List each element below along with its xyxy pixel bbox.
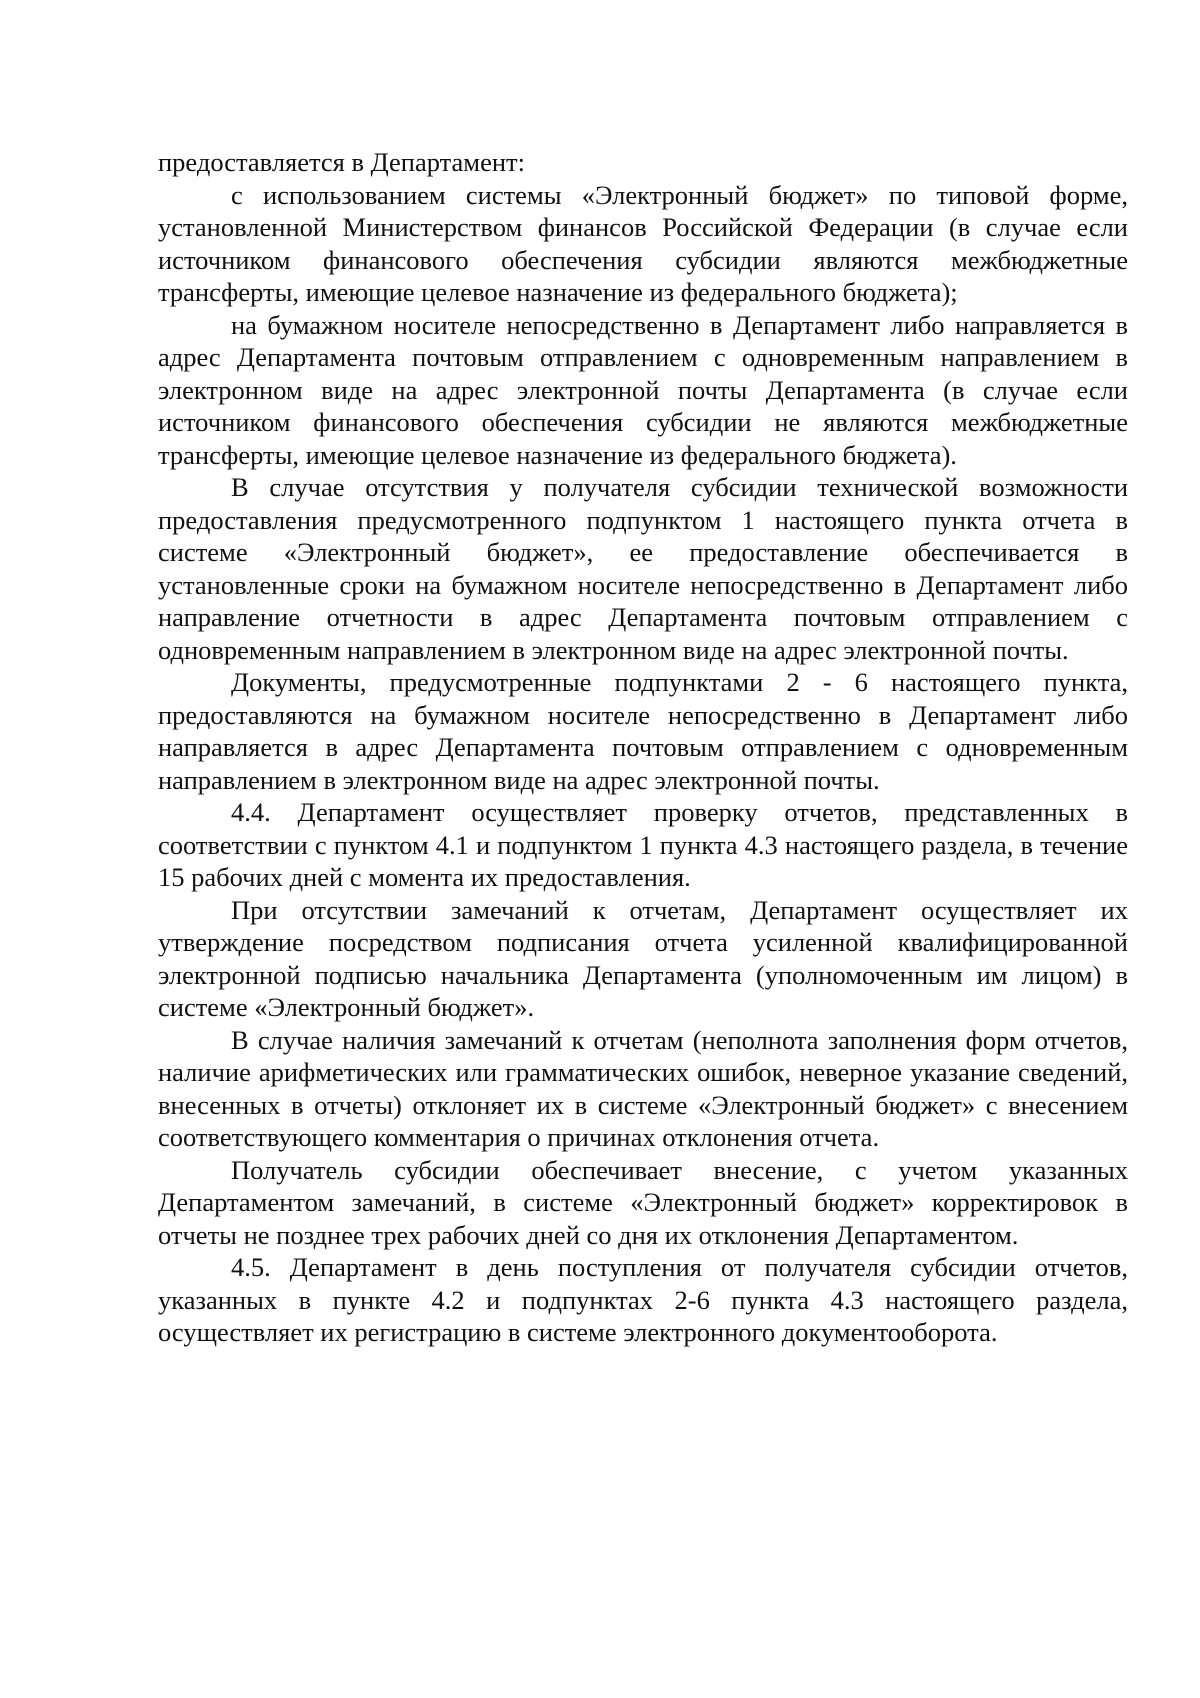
paragraph-paper-carrier: на бумажном носителе непосредственно в Департамент либо направляется в адрес Департамента почтовым отправлением с одновременным направлением в электронном виде на адрес электронной почты Департамента (в случае если источником финансового обеспечения субсидии не являются межбюджетные трансферты, имеющие целевое назначение из федерального бюджета). [158,309,1128,470]
paragraph-electronic-budget: с использованием системы «Электронный бюджет» по типовой форме, установленной Министерством финансов Российской Федерации (в случае если источником финансового обеспечения субсидии являются межбюджетные трансферты, имеющие целевое назначение из федерального бюджета); [158,179,1128,307]
paragraph-continuation: предоставляется в Департамент: [158,147,525,177]
document-body [158,146,1128,1349]
paragraph-documents-subpoints: Документы, предусмотренные подпунктами 2 - 6 настоящего пункта, предоставляются на бумажном носителе непосредственно в Департамент либо направляется в адрес Департамента почтовым отправлением с одновременным направлением в электронном виде на адрес электронной почты. [158,667,1128,795]
paragraph-no-technical-possibility: В случае отсутствия у получателя субсидии технической возможности предоставления предусмотренного подпунктом 1 настоящего пункта отчета в системе «Электронный бюджет», ее предоставление обеспечивается в установленные сроки на бумажном носителе непосредственно в Департамент либо направление отчетности в адрес Департамента почтовым отправлением с одновременным направлением в электронном виде на адрес электронной почты. [158,472,1128,665]
paragraph-no-remarks: При отсутствии замечаний к отчетам, Департамент осуществляет их утверждение посредством подписания отчета усиленной квалифицированной электронной подписью начальника Департамента (уполномоченным им лицом) в системе «Электронный бюджет». [158,894,1128,1022]
paragraph-4-4: 4.4. Департамент осуществляет проверку отчетов, представленных в соответствии с пунктом 4.1 и подпунктом 1 пункта 4.3 настоящего раздела, в течение 15 рабочих дней с момента их предоставления. [158,797,1128,892]
paragraph-remarks: В случае наличия замечаний к отчетам (неполнота заполнения форм отчетов, наличие арифметических или грамматических ошибок, неверное указание сведений, внесенных в отчеты) отклоняет их в системе «Электронный бюджет» с внесением соответствующего комментария о причинах отклонения отчета. [158,1024,1128,1152]
paragraph-4-5: 4.5. Департамент в день поступления от получателя субсидии отчетов, указанных в пункте 4.2 и подпунктах 2-6 пункта 4.3 настоящего раздела, осуществляет их регистрацию в системе электронного документооборота. [158,1252,1128,1347]
paragraph-corrections: Получатель субсидии обеспечивает внесение, с учетом указанных Департаментом замечаний, в системе «Электронный бюджет» корректировок в отчеты не позднее трех рабочих дней со дня их отклонения Департаментом. [158,1154,1128,1250]
